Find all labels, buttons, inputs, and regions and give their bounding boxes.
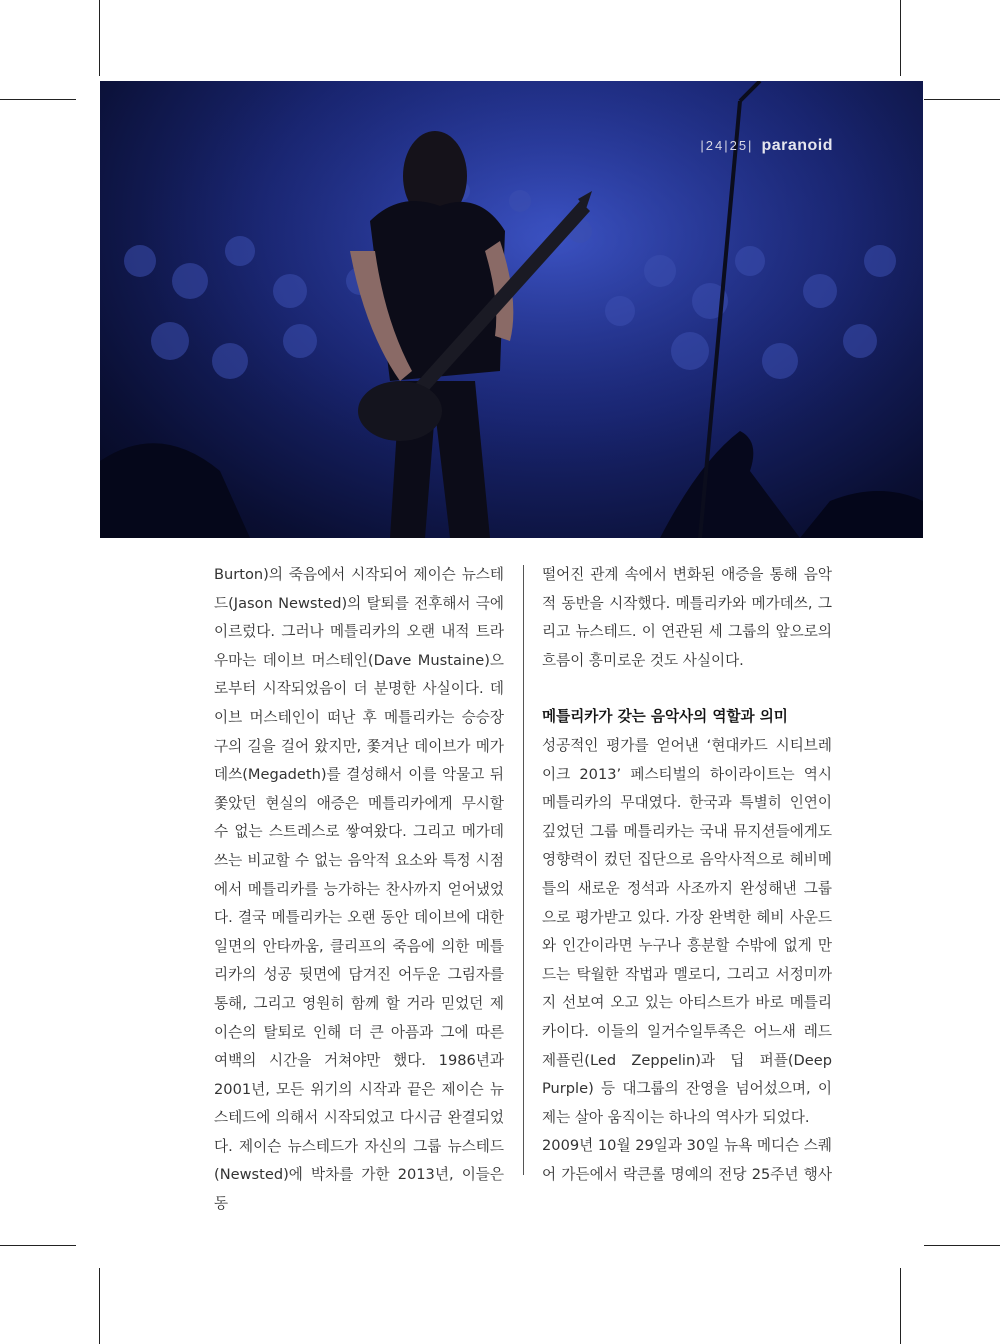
concert-photo [100, 81, 923, 538]
crop-mark-bottom-right-horizontal [924, 1245, 1000, 1246]
page-folio [700, 137, 833, 155]
crop-mark-bottom-left-horizontal [0, 1245, 76, 1246]
section-heading: 메틀리카가 갖는 음악사의 역할과 의미 [542, 708, 788, 726]
crop-mark-top-left-vertical [99, 0, 100, 76]
article-paragraph: 성공적인 평가를 얻어낸 ‘현대카드 시티브레이크 2013’ 페스티벌의 하이라이트는 역시 메틀리카의 무대였다. 한국과 특별히 인연이 깊었던 그룹 메틀리카는 국내 뮤지션들에게도 영향력이 컸던 집단으로 음악사적으로 헤비메틀의 새로운 정석과 사조까지 완성해낸 그룹으로 평가받고 있다. 가장 완벽한 헤비 사운드와 인간이라면 누구나 흥분할 수밖에 없게 만드는 탁월한 작법과 멜로디, 그리고 서정미까지 선보여 오고 있는 아티스트가 바로 메틀리카이다. 이들의 일거수일투족은 어느새 레드 제플린(Led Zeppelin)과 딥 퍼플(Deep Purple) 등 대그룹의 잔영을 넘어섰으며, 이제는 살아 움직이는 하나의 역사가 되었다. [542, 736, 832, 1126]
magazine-logo: paranoid [761, 137, 833, 154]
article-right-column [542, 561, 832, 1189]
crop-mark-bottom-left-vertical [99, 1268, 100, 1344]
column-divider [523, 565, 524, 1175]
article-paragraph: 떨어진 관계 속에서 변화된 애증을 통해 음악적 동반을 시작했다. 메틀리카와 메가데쓰, 그리고 뉴스테드. 이 연관된 세 그룹의 앞으로의 흐름이 흥미로운 것도 사실이다. [542, 566, 832, 669]
article-left-column [214, 561, 504, 1219]
crop-mark-bottom-right-vertical [900, 1268, 901, 1344]
crop-mark-top-right-vertical [900, 0, 901, 76]
crop-mark-top-left-horizontal [0, 99, 76, 100]
article-paragraph: Burton)의 죽음에서 시작되어 제이슨 뉴스테드(Jason Newsted)의 탈퇴를 전후해서 극에 이르렀다. 그러나 메틀리카의 오랜 내적 트라우마는 데이브 머스테인(Dave Mustaine)으로부터 시작되었음이 더 분명한 사실이다. 데이브 머스테인이 떠난 후 메틀리카는 승승장구의 길을 걸어 왔지만, 쫓겨난 데이브가 메가데쓰(Megadeth)를 결성해서 이를 악물고 뒤쫓았던 현실의 애증은 메틀리카에게 무시할 수 없는 스트레스로 쌓여왔다. 그리고 메가데쓰는 비교할 수 없는 음악적 요소와 특정 시점에서 메틀리카를 능가하는 찬사까지 얻어냈었다. 결국 메틀리카는 오랜 동안 데이브에 대한 일면의 안타까움, 클리프의 죽음에 의한 메틀리카의 성공 뒷면에 담겨진 어두운 그림자를 통해, 그리고 영원히 함께 할 거라 믿었던 제이슨의 탈퇴로 인해 더 큰 아픔과 그에 따른 여백의 시간을 거쳐야만 했다. 1986년과 2001년, 모든 위기의 시작과 끝은 제이슨 뉴스테드에 의해서 시작되었고 다시금 완결되었다. 제이슨 뉴스테드가 자신의 그룹 뉴스테드(Newsted)에 박차를 가한 2013년, 이들은 동 [214, 566, 504, 1213]
crop-mark-top-right-horizontal [924, 99, 1000, 100]
article-paragraph: 2009년 10월 29일과 30일 뉴욕 메디슨 스퀘어 가든에서 락큰롤 명예의 전당 25주년 행사 [542, 1137, 832, 1183]
page-numbers: |24|25| [700, 138, 754, 153]
